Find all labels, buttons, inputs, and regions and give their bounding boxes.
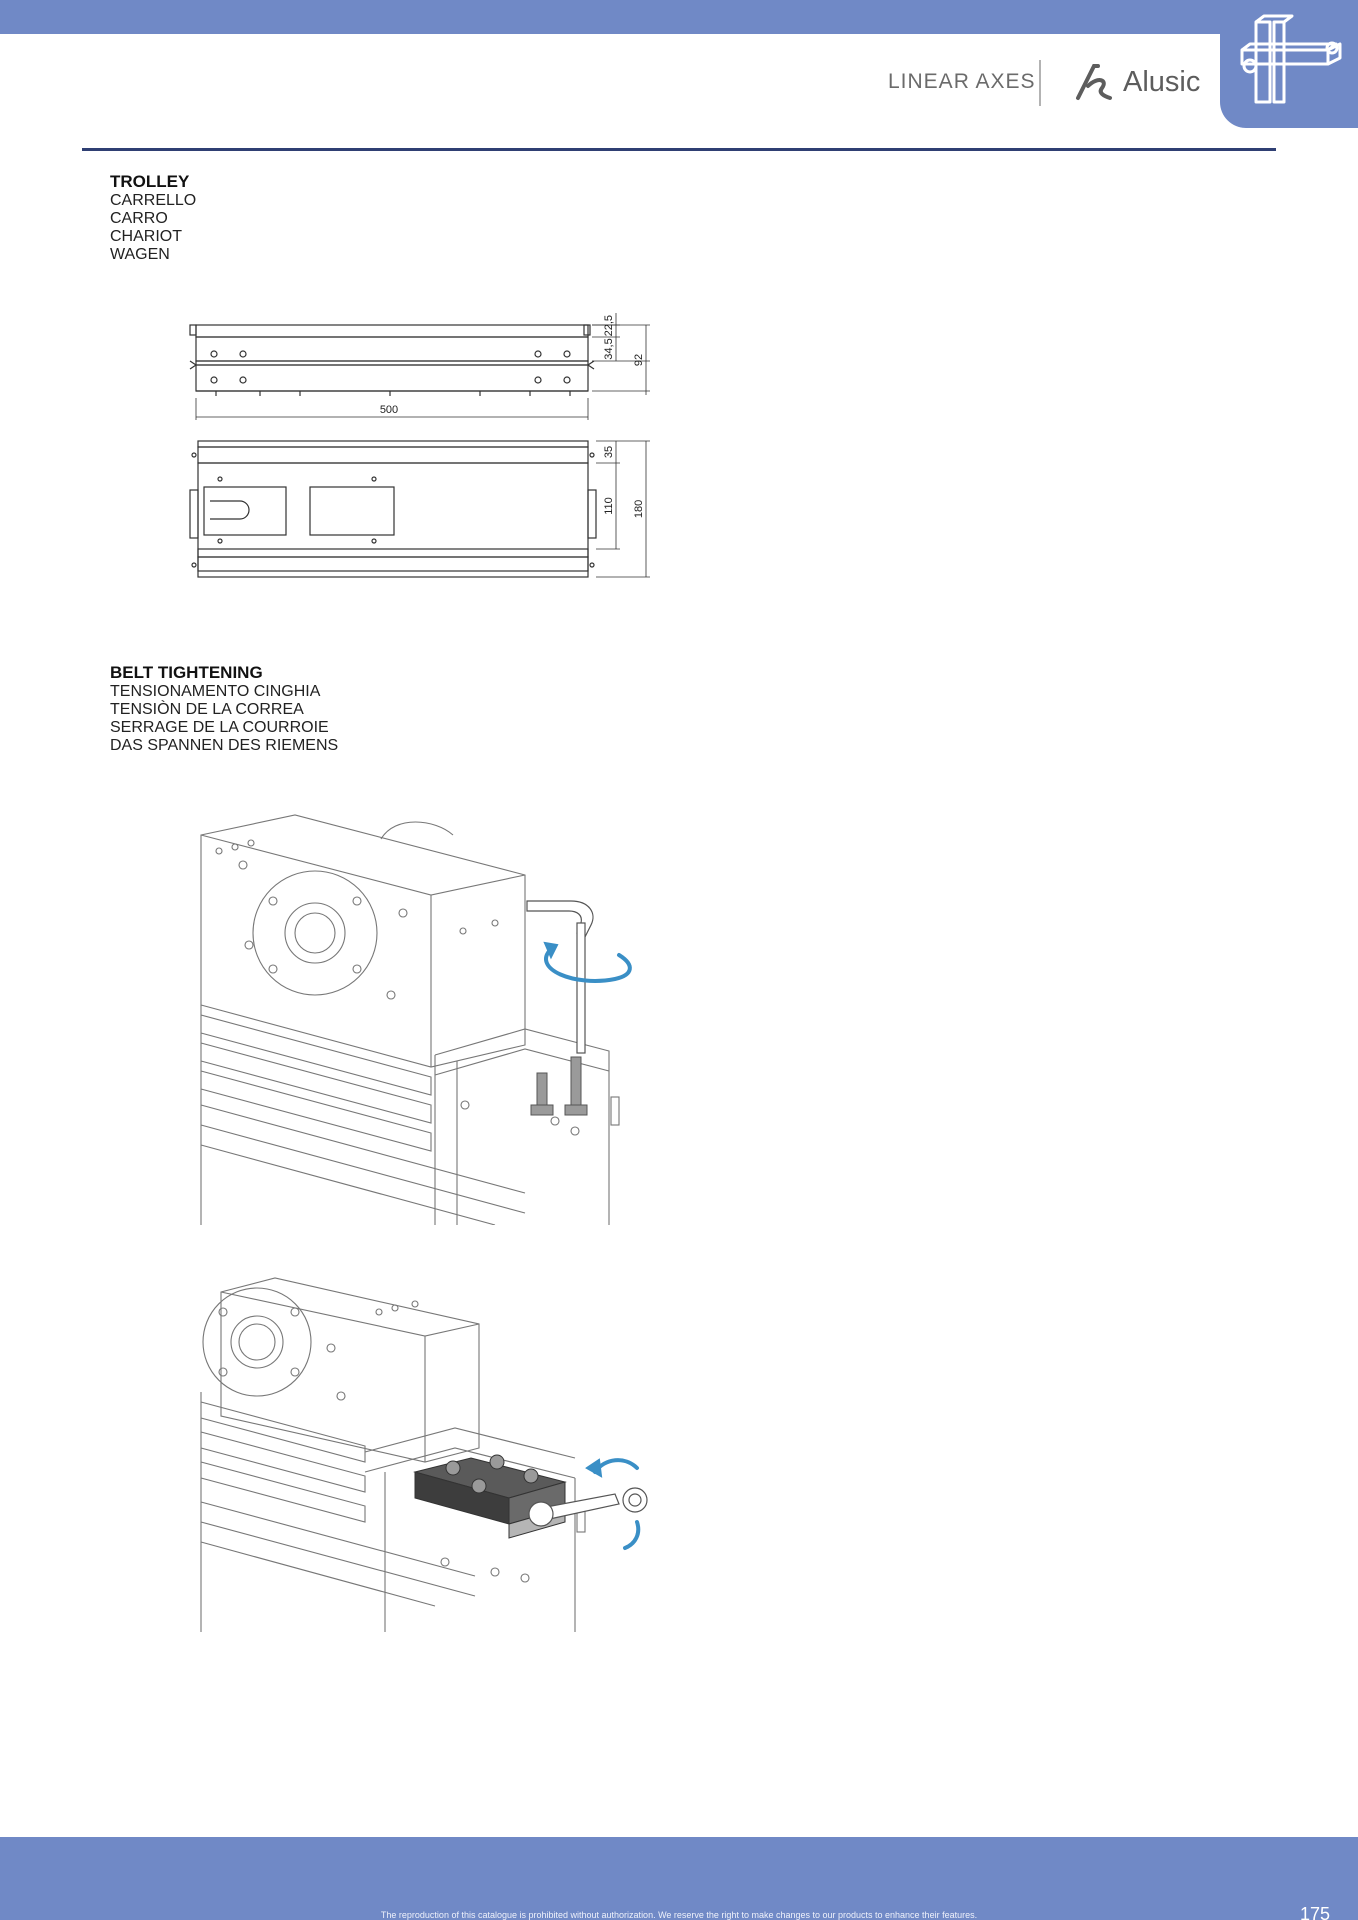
dim-length: 500 <box>379 404 399 416</box>
trolley-translation: CHARIOT <box>110 228 182 245</box>
trolley-translation: WAGEN <box>110 246 170 263</box>
rotate-arrow-icon <box>595 1460 637 1472</box>
belt-title: BELT TIGHTENING <box>110 663 263 682</box>
dim-mid-height: 34,5 <box>603 338 615 360</box>
top-band <box>0 0 1358 34</box>
dim-plate-total: 180 <box>633 499 645 519</box>
header-divider <box>1039 60 1041 106</box>
belt-translation: TENSIÒN DE LA CORREA <box>110 701 304 718</box>
section-label: LINEAR AXES <box>888 70 1036 93</box>
belt-translation: DAS SPANNEN DES RIEMENS <box>110 737 339 754</box>
trolley-translation: CARRO <box>110 210 168 227</box>
dim-total-height: 92 <box>633 353 645 367</box>
dim-plate-mid: 110 <box>603 497 615 515</box>
page-number: 175 <box>1300 1904 1331 1920</box>
trolley-technical-drawing <box>180 285 660 595</box>
alusic-logo-icon <box>1074 62 1114 102</box>
brand-name: Alusic <box>1123 66 1201 98</box>
footer-note: The reproduction of this catalogue is prohibited without authorization. We reserve the right to make changes to our products to enhance their features. <box>380 1910 978 1920</box>
belt-translation: SERRAGE DE LA COURROIE <box>110 719 329 736</box>
rotate-arrow-icon <box>546 949 630 981</box>
footer-band <box>0 1837 1358 1920</box>
belt-tightening-hex-key-illustration <box>195 805 635 1225</box>
dim-plate-top: 35 <box>603 445 615 459</box>
trolley-translation: CARRELLO <box>110 192 197 209</box>
trolley-title: TROLLEY <box>110 172 190 191</box>
header-rule <box>82 148 1276 151</box>
belt-tightening-wrench-illustration <box>195 1272 655 1642</box>
belt-translation: TENSIONAMENTO CINGHIA <box>110 683 321 700</box>
dim-top-height: 22,5 <box>603 315 615 337</box>
linear-axis-icon <box>1220 0 1358 128</box>
corner-tab <box>1220 0 1358 128</box>
